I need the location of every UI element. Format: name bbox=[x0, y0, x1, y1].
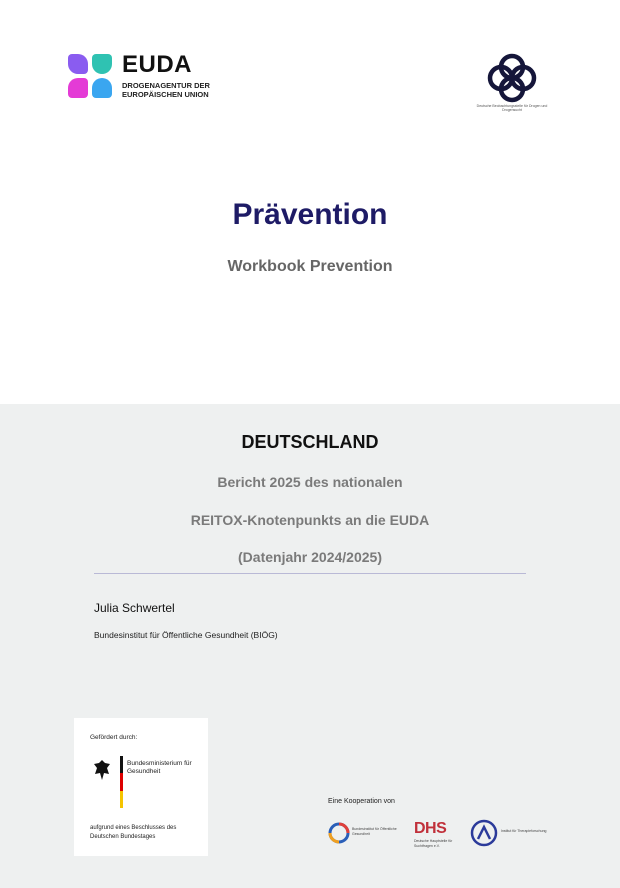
german-flag-icon bbox=[120, 756, 123, 808]
euda-wordmark: EUDA bbox=[122, 51, 193, 78]
bioeg-logo-icon bbox=[328, 818, 350, 848]
partner-logo bbox=[474, 52, 550, 122]
cover-top-section bbox=[0, 0, 620, 404]
funder-resolution: aufgrund eines Beschlusses des Deutschen Bundestages bbox=[90, 825, 177, 840]
ift-logo-icon bbox=[470, 819, 498, 847]
page-title: Prävention bbox=[232, 198, 388, 231]
country-heading: DEUTSCHLAND bbox=[241, 432, 379, 452]
author-institution: Bundesinstitut für Öffentliche Gesundheit (BIÖG) bbox=[94, 630, 278, 640]
partner-logo-caption: Deutsche Beobachtungsstelle für Drogen und Drogensucht bbox=[476, 104, 548, 112]
knot-logo-icon bbox=[474, 52, 550, 104]
ministry-name: Bundesministerium für Gesundheit bbox=[127, 760, 192, 775]
bioeg-name: Bundesinstitut für Öffentliche Gesundheit bbox=[352, 827, 397, 836]
author-name: Julia Schwertel bbox=[94, 601, 175, 615]
partner-dhs bbox=[414, 818, 466, 848]
euda-logo bbox=[68, 51, 258, 104]
partner-ift bbox=[470, 818, 548, 848]
divider bbox=[94, 573, 526, 574]
report-line: (Datenjahr 2024/2025) bbox=[238, 549, 382, 565]
federal-eagle-icon bbox=[92, 758, 112, 782]
page-subtitle: Workbook Prevention bbox=[227, 258, 393, 275]
funder-box bbox=[74, 718, 208, 856]
dhs-subtitle: Deutsche Hauptstelle für Suchtfragen e.V. bbox=[414, 839, 453, 848]
dhs-logo-icon: DHS bbox=[414, 820, 447, 837]
partner-bioeg bbox=[328, 818, 410, 848]
ift-name: Institut für Therapieforschung bbox=[501, 829, 547, 833]
report-line: REITOX-Knotenpunkts an die EUDA bbox=[190, 512, 430, 528]
euda-tiles-icon bbox=[68, 54, 114, 100]
euda-subtitle: DROGENAGENTUR DER EUROPÄISCHEN UNION bbox=[122, 81, 210, 99]
funder-label: Gefördert durch: bbox=[90, 734, 138, 741]
cooperation-label: Eine Kooperation von bbox=[328, 798, 395, 805]
report-line: Bericht 2025 des nationalen bbox=[217, 474, 403, 490]
